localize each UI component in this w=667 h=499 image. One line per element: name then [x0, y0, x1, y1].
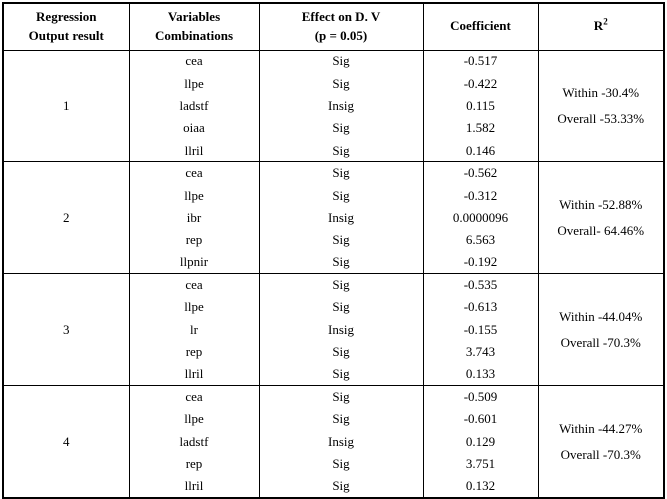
effect-cell: Sig [259, 363, 423, 385]
header-line: Effect on D. V [301, 8, 381, 24]
effect-cell: Sig [259, 475, 423, 497]
regression-group-4 [3, 386, 664, 498]
header-line: Regression [36, 8, 97, 24]
effect-cell: Sig [259, 341, 423, 363]
regression-table-container [2, 2, 665, 499]
effect-cell: Insig [259, 431, 423, 453]
group-id-cell: 3 [3, 274, 129, 386]
coefficient-cell: -0.509 [423, 386, 538, 408]
r2-cell [538, 50, 664, 162]
effect-cell: Sig [259, 184, 423, 206]
r2-overall: Overall -70.3% [560, 446, 641, 462]
header-r-squared [538, 3, 664, 50]
variable-cell: llril [129, 140, 259, 162]
coefficient-cell: 0.115 [423, 95, 538, 117]
regression-group-1 [3, 50, 664, 162]
effect-cell: Insig [259, 95, 423, 117]
effect-cell: Sig [259, 296, 423, 318]
r2-within: Within -52.88% [559, 196, 643, 212]
variable-cell: rep [129, 229, 259, 251]
r2-within: Within -30.4% [562, 84, 640, 100]
effect-cell: Sig [259, 408, 423, 430]
coefficient-cell: 0.132 [423, 475, 538, 497]
effect-cell: Insig [259, 207, 423, 229]
coefficient-cell: 1.582 [423, 117, 538, 139]
coefficient-cell: -0.601 [423, 408, 538, 430]
effect-cell: Sig [259, 252, 423, 274]
variable-cell: cea [129, 50, 259, 72]
variable-cell: cea [129, 162, 259, 184]
effect-cell: Sig [259, 50, 423, 72]
group-id-cell: 4 [3, 386, 129, 498]
r2-overall: Overall -53.33% [557, 110, 645, 126]
coefficient-cell: -0.312 [423, 184, 538, 206]
group-id-cell: 2 [3, 162, 129, 274]
coefficient-cell: 0.133 [423, 363, 538, 385]
table-header [3, 3, 664, 50]
header-row [3, 3, 664, 50]
variable-cell: ibr [129, 207, 259, 229]
header-line: Output result [28, 27, 104, 43]
effect-cell: Sig [259, 140, 423, 162]
header-line: Coefficient [450, 18, 511, 34]
header-line: Variables [167, 8, 221, 24]
coefficient-cell: 3.743 [423, 341, 538, 363]
coefficient-cell: -0.517 [423, 50, 538, 72]
variable-cell: rep [129, 341, 259, 363]
effect-cell: Sig [259, 386, 423, 408]
r2-cell [538, 386, 664, 498]
coefficient-cell: -0.155 [423, 319, 538, 341]
variable-cell: llpe [129, 72, 259, 94]
coefficient-cell: -0.422 [423, 72, 538, 94]
r2-overall: Overall -70.3% [560, 334, 641, 350]
coefficient-cell: 0.146 [423, 140, 538, 162]
header-effect-on-dv [259, 3, 423, 50]
regression-group-2 [3, 162, 664, 274]
coefficient-cell: 6.563 [423, 229, 538, 251]
header-regression-output [3, 3, 129, 50]
variable-cell: rep [129, 453, 259, 475]
variable-cell: llpe [129, 296, 259, 318]
coefficient-cell: 3.751 [423, 453, 538, 475]
r2-cell [538, 274, 664, 386]
coefficient-cell: 0.0000096 [423, 207, 538, 229]
header-variables-combinations [129, 3, 259, 50]
r2-within: Within -44.27% [559, 420, 643, 436]
coefficient-cell: -0.562 [423, 162, 538, 184]
effect-cell: Sig [259, 117, 423, 139]
group-id-cell: 1 [3, 50, 129, 162]
coefficient-cell: 0.129 [423, 431, 538, 453]
table-row [3, 50, 664, 72]
regression-group-3 [3, 274, 664, 386]
variable-cell: ladstf [129, 95, 259, 117]
variable-cell: ladstf [129, 431, 259, 453]
effect-cell: Sig [259, 453, 423, 475]
r2-cell [538, 162, 664, 274]
coefficient-cell: -0.535 [423, 274, 538, 296]
header-line: (p = 0.05) [314, 27, 368, 43]
variable-cell: oiaa [129, 117, 259, 139]
variable-cell: llril [129, 475, 259, 497]
variable-cell: llpe [129, 184, 259, 206]
effect-cell: Insig [259, 319, 423, 341]
variable-cell: cea [129, 386, 259, 408]
r-squared-exponent: 2 [603, 17, 608, 27]
variable-cell: cea [129, 274, 259, 296]
effect-cell: Sig [259, 72, 423, 94]
effect-cell: Sig [259, 229, 423, 251]
variable-cell: llpe [129, 408, 259, 430]
table-row [3, 386, 664, 408]
regression-table [2, 2, 665, 499]
r2-overall: Overall- 64.46% [557, 222, 645, 238]
variable-cell: llril [129, 363, 259, 385]
table-row [3, 162, 664, 184]
table-row [3, 274, 664, 296]
r-squared-base: R [593, 18, 604, 34]
r2-within: Within -44.04% [559, 308, 643, 324]
effect-cell: Sig [259, 162, 423, 184]
coefficient-cell: -0.613 [423, 296, 538, 318]
coefficient-cell: -0.192 [423, 252, 538, 274]
variable-cell: llpnir [129, 252, 259, 274]
variable-cell: lr [129, 319, 259, 341]
header-line: Combinations [154, 27, 234, 43]
effect-cell: Sig [259, 274, 423, 296]
header-coefficient [423, 3, 538, 50]
